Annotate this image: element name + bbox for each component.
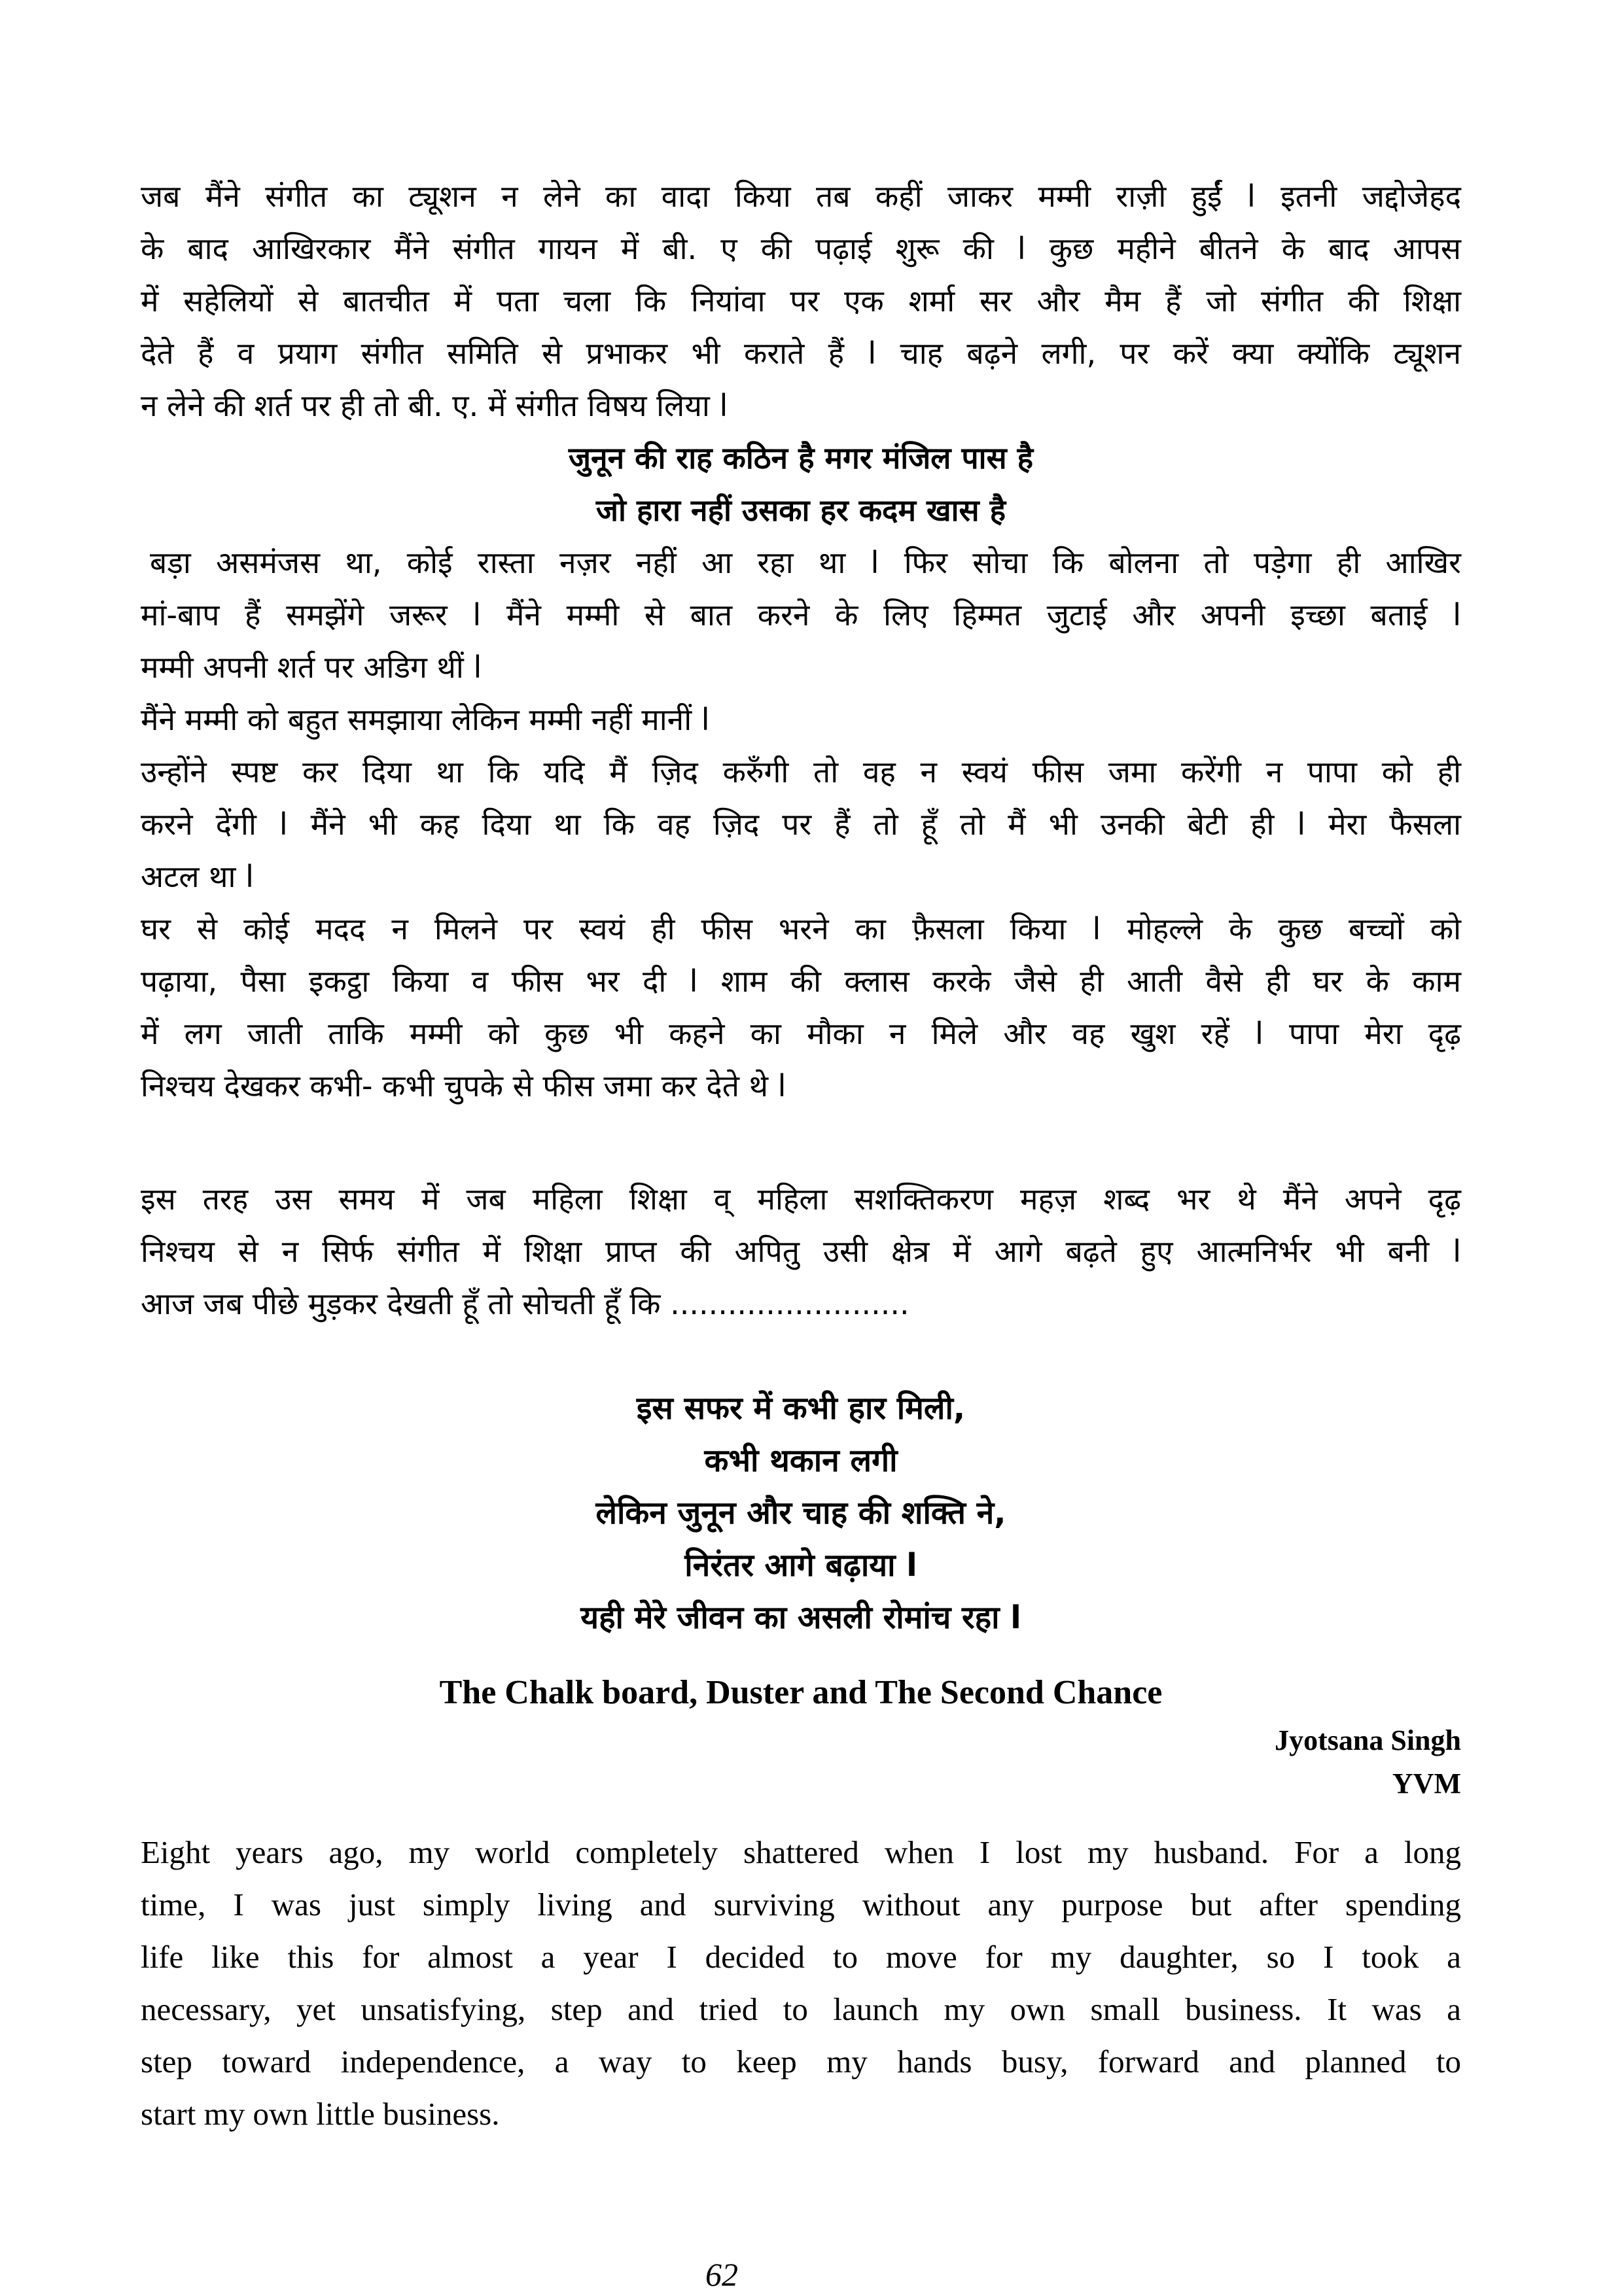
verse-couplet bbox=[141, 432, 1461, 536]
english-line: life like this for almost a year I decided to move for my daughter, so I took a bbox=[141, 1939, 1461, 1975]
english-line: Eight years ago, my world completely shattered when I lost my husband. For a long bbox=[141, 1834, 1461, 1870]
hindi-line: न लेने की शर्त पर ही तो बी. ए. में संगीत विषय लिया l bbox=[141, 388, 728, 423]
hindi-line: बड़ा असमंजस था, कोई रास्ता नज़र नहीं आ रहा था l फिर सोचा कि बोलना तो पड़ेगा ही आखिर bbox=[150, 545, 1461, 580]
hindi-line: जब मैंने संगीत का ट्यूशन न लेने का वादा किया तब कहीं जाकर मम्मी राज़ी हुईं l इतनी जद्दोजेहद bbox=[141, 179, 1461, 214]
page-number: 62 bbox=[705, 2256, 738, 2293]
hindi-line: इस तरह उस समय में जब महिला शिक्षा व् महिला सशक्तिकरण महज़ शब्द भर थे मैंने अपने दृढ़ bbox=[141, 1181, 1461, 1217]
hindi-line: के बाद आखिरकार मैंने संगीत गायन में बी. ए की पढ़ाई शुरू की l कुछ महीने बीतने के बाद आपस bbox=[141, 231, 1461, 266]
english-line: start my own little business. bbox=[141, 2096, 500, 2132]
author-byline bbox=[141, 1719, 1461, 1805]
poem-line: इस सफर में कभी हार मिली, bbox=[636, 1390, 966, 1427]
hindi-line: घर से कोई मदद न मिलने पर स्वयं ही फीस भरने का फ़ैसला किया l मोहल्ले के कुछ बच्चों को bbox=[141, 911, 1461, 947]
hindi-line: आज जब पीछे मुड़कर देखती हूँ तो सोचती हूँ कि ......................... bbox=[141, 1286, 909, 1321]
hindi-paragraph-4 bbox=[141, 746, 1461, 903]
hindi-line: देते हैं व प्रयाग संगीत समिति से प्रभाकर भी कराते हैं l चाह बढ़ने लगी, पर करें क्या क्योंकि ट्यूशन bbox=[141, 336, 1461, 371]
hindi-line: में लग जाती ताकि मम्मी को कुछ भी कहने का मौका न मिले और वह खुश रहें l पापा मेरा दृढ़ bbox=[141, 1016, 1461, 1051]
hindi-line: मैंने मम्मी को बहुत समझाया लेकिन मम्मी नहीं मानीं l bbox=[141, 702, 710, 737]
hindi-line: निश्चय से न सिर्फ संगीत में शिक्षा प्राप्त की अपितु उसी क्षेत्र में आगे बढ़ते हुए आत्मनिर्भर भी बनी l bbox=[141, 1234, 1461, 1269]
author-name: Jyotsana Singh bbox=[1275, 1724, 1461, 1756]
poem-line: निरंतर आगे बढ़ाया l bbox=[684, 1547, 917, 1584]
hindi-line: उन्होंने स्पष्ट कर दिया था कि यदि मैं ज़िद करुँगी तो वह न स्वयं फीस जमा करेंगी न पापा को ही bbox=[141, 754, 1461, 790]
hindi-paragraph-2 bbox=[141, 536, 1461, 693]
hindi-line: अटल था l bbox=[141, 859, 254, 894]
hindi-line: करने देंगी l मैंने भी कह दिया था कि वह ज़िद पर हैं तो हूँ तो मैं भी उनकी बेटी ही l मेरा फैसला bbox=[141, 807, 1461, 842]
english-line: necessary, yet unsatisfying, step and tried to launch my own small business. It was a bbox=[141, 1991, 1461, 2027]
hindi-paragraph-3 bbox=[141, 693, 1461, 746]
author-organization: YVM bbox=[1392, 1767, 1461, 1800]
english-line: time, I was just simply living and surviving without any purpose but after spending bbox=[141, 1887, 1461, 1922]
poem-line: कभी थकान लगी bbox=[704, 1442, 898, 1479]
hindi-line: में सहेलियों से बातचीत में पता चला कि नियांवा पर एक शर्मा सर और मैम हैं जो संगीत की शिक्षा bbox=[141, 283, 1461, 319]
paragraph-spacer bbox=[141, 1330, 1461, 1382]
paragraph-spacer bbox=[141, 1112, 1461, 1173]
hindi-paragraph-5 bbox=[141, 903, 1461, 1112]
hindi-line: पढ़ाया, पैसा इकट्ठा किया व फीस भर दी l शाम की क्लास करके जैसे ही आती वैसे ही घर के काम bbox=[141, 964, 1461, 999]
couplet-line: जुनून की राह कठिन है मगर मंजिल पास है bbox=[568, 440, 1034, 476]
closing-poem bbox=[141, 1382, 1461, 1644]
hindi-paragraph-1 bbox=[141, 170, 1461, 432]
hindi-line: निश्चय देखकर कभी- कभी चुपके से फीस जमा कर देते थे l bbox=[141, 1068, 786, 1104]
hindi-line: मां-बाप हैं समझेंगे जरूर l मैंने मम्मी से बात करने के लिए हिम्मत जुटाई और अपनी इच्छा बताई l bbox=[141, 597, 1461, 633]
hindi-paragraph-6 bbox=[141, 1173, 1461, 1330]
english-line: step toward independence, a way to keep my hands busy, forward and planned to bbox=[141, 2044, 1461, 2079]
poem-line: यही मेरे जीवन का असली रोमांच रहा l bbox=[580, 1599, 1021, 1636]
couplet-line: जो हारा नहीं उसका हर कदम खास है bbox=[595, 493, 1006, 528]
poem-line: लेकिन जुनून और चाह की शक्ति ने, bbox=[595, 1495, 1006, 1531]
english-story-title: The Chalk board, Duster and The Second Chance bbox=[439, 1674, 1163, 1711]
english-paragraph bbox=[141, 1826, 1461, 2140]
hindi-line: मम्मी अपनी शर्त पर अडिग थीं l bbox=[141, 650, 482, 685]
page-content bbox=[141, 0, 1461, 2140]
